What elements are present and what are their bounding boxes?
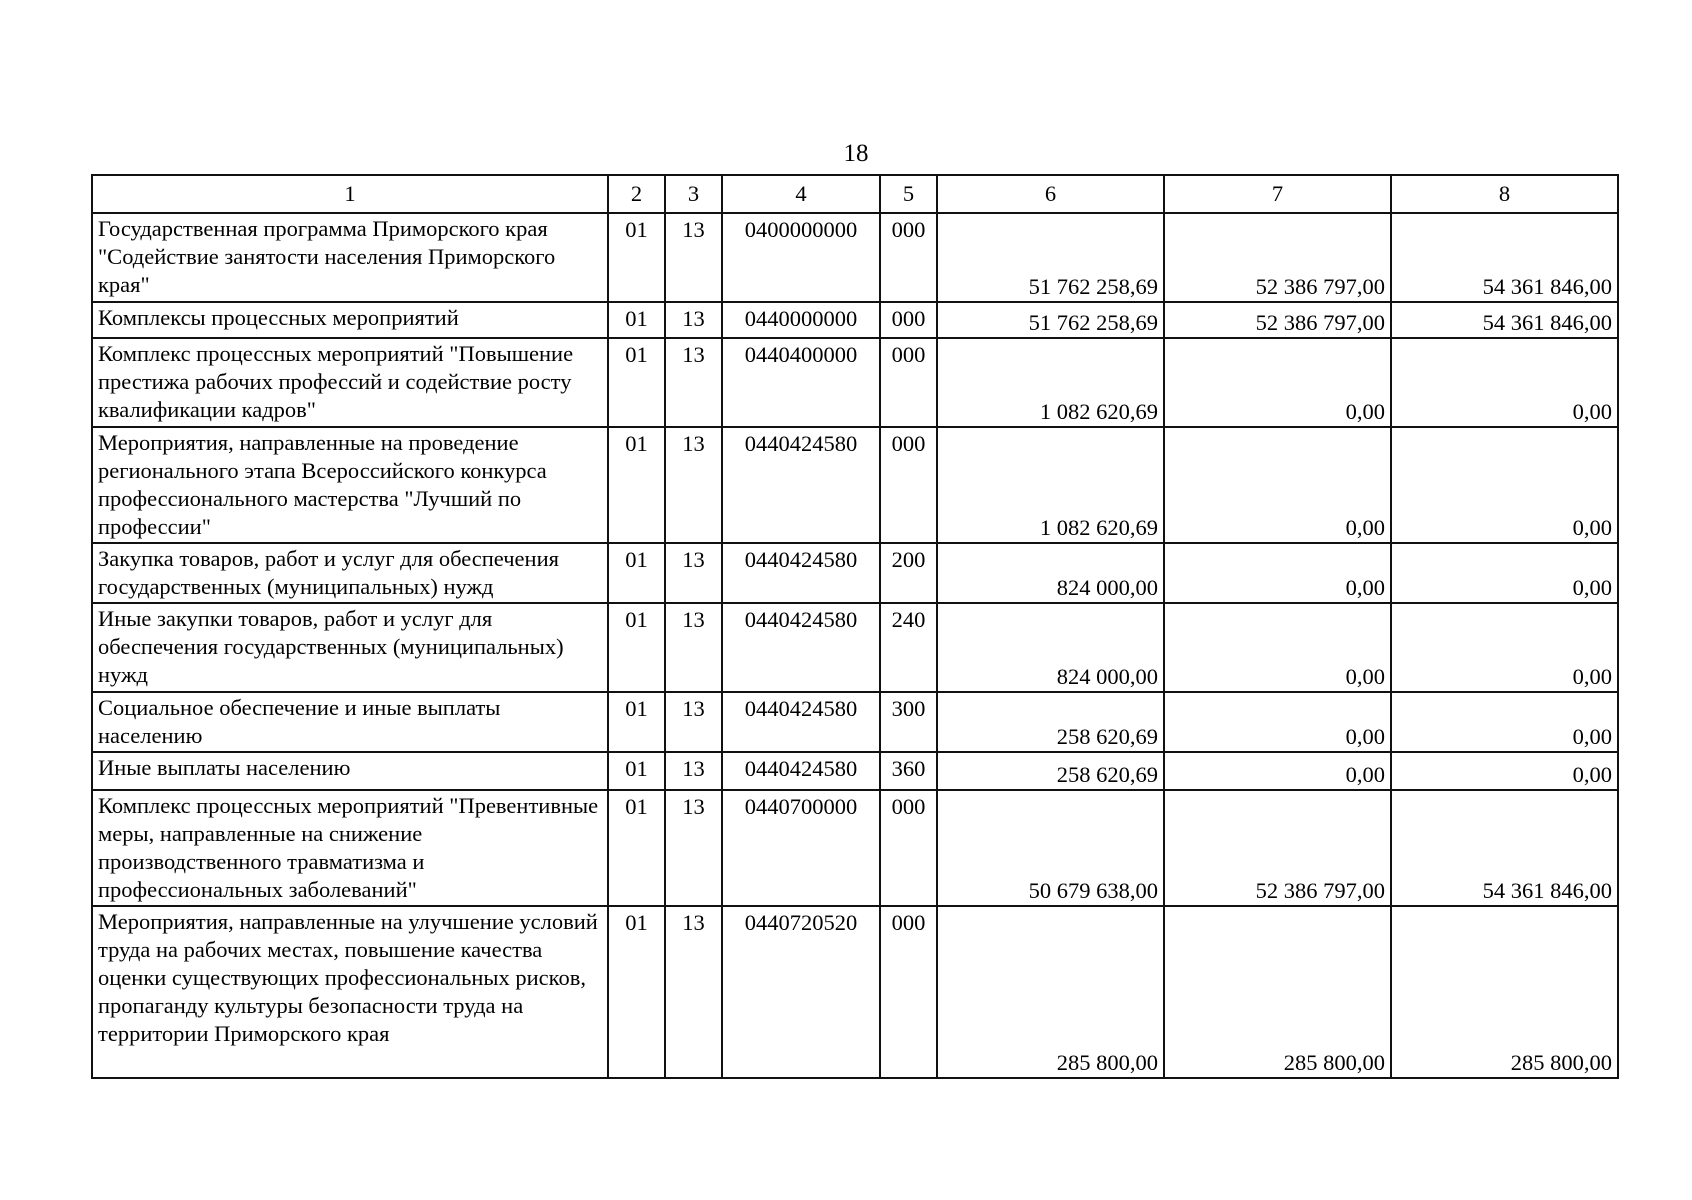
cell-amount-6: 258 620,69 — [937, 752, 1164, 790]
cell-amount-6: 1 082 620,69 — [937, 338, 1164, 427]
cell-expense-type: 000 — [880, 302, 937, 338]
column-header: 7 — [1164, 175, 1391, 213]
cell-amount-7: 52 386 797,00 — [1164, 790, 1391, 906]
row-name: Социальное обеспечение и иные выплаты населению — [92, 692, 608, 752]
cell-amount-6: 51 762 258,69 — [937, 213, 1164, 302]
cell-section: 01 — [608, 213, 665, 302]
cell-amount-8: 0,00 — [1391, 427, 1618, 543]
column-header: 1 — [92, 175, 608, 213]
cell-amount-7: 0,00 — [1164, 338, 1391, 427]
cell-section: 01 — [608, 790, 665, 906]
cell-target-article: 0440424580 — [722, 427, 880, 543]
cell-amount-6: 258 620,69 — [937, 692, 1164, 752]
cell-subsection: 13 — [665, 603, 722, 692]
cell-amount-7: 285 800,00 — [1164, 906, 1391, 1078]
cell-subsection: 13 — [665, 752, 722, 790]
cell-target-article: 0440424580 — [722, 603, 880, 692]
row-name: Закупка товаров, работ и услуг для обеспечения государственных (муниципальных) нужд — [92, 543, 608, 603]
cell-amount-8: 0,00 — [1391, 543, 1618, 603]
cell-section: 01 — [608, 427, 665, 543]
cell-amount-6: 50 679 638,00 — [937, 790, 1164, 906]
cell-subsection: 13 — [665, 692, 722, 752]
cell-section: 01 — [608, 302, 665, 338]
table-row — [92, 692, 1618, 752]
cell-target-article: 0400000000 — [722, 213, 880, 302]
cell-target-article: 0440400000 — [722, 338, 880, 427]
cell-expense-type: 000 — [880, 338, 937, 427]
row-name: Иные закупки товаров, работ и услуг для обеспечения государственных (муниципальных) нужд — [92, 603, 608, 692]
row-name: Комплекс процессных мероприятий "Повышение престижа рабочих профессий и содействие росту квалификации кадров" — [92, 338, 608, 427]
cell-amount-7: 0,00 — [1164, 543, 1391, 603]
cell-section: 01 — [608, 906, 665, 1078]
cell-expense-type: 000 — [880, 906, 937, 1078]
cell-section: 01 — [608, 603, 665, 692]
cell-subsection: 13 — [665, 906, 722, 1078]
table-row — [92, 302, 1618, 338]
cell-subsection: 13 — [665, 213, 722, 302]
cell-section: 01 — [608, 338, 665, 427]
table-row — [92, 752, 1618, 790]
cell-subsection: 13 — [665, 338, 722, 427]
cell-expense-type: 000 — [880, 427, 937, 543]
row-name: Мероприятия, направленные на улучшение условий труда на рабочих местах, повышение качества оценки существующих профессиональных рисков, пропаганду культуры безопасности труда на территории Приморского края — [92, 906, 608, 1078]
column-header: 2 — [608, 175, 665, 213]
cell-amount-8: 0,00 — [1391, 692, 1618, 752]
cell-target-article: 0440700000 — [722, 790, 880, 906]
cell-amount-8: 0,00 — [1391, 603, 1618, 692]
cell-amount-8: 54 361 846,00 — [1391, 213, 1618, 302]
row-name: Иные выплаты населению — [92, 752, 608, 790]
cell-section: 01 — [608, 752, 665, 790]
table-row — [92, 543, 1618, 603]
column-header: 5 — [880, 175, 937, 213]
cell-target-article: 0440424580 — [722, 752, 880, 790]
cell-subsection: 13 — [665, 302, 722, 338]
cell-target-article: 0440424580 — [722, 543, 880, 603]
cell-target-article: 0440720520 — [722, 906, 880, 1078]
row-name: Мероприятия, направленные на проведение регионального этапа Всероссийского конкурса профессионального мастерства "Лучший по профессии" — [92, 427, 608, 543]
cell-amount-7: 52 386 797,00 — [1164, 213, 1391, 302]
cell-subsection: 13 — [665, 790, 722, 906]
cell-amount-8: 0,00 — [1391, 752, 1618, 790]
cell-subsection: 13 — [665, 543, 722, 603]
cell-amount-6: 824 000,00 — [937, 603, 1164, 692]
row-name: Комплекс процессных мероприятий "Превентивные меры, направленные на снижение производственного травматизма и профессиональных заболеваний" — [92, 790, 608, 906]
table-row — [92, 603, 1618, 692]
table-row — [92, 790, 1618, 906]
cell-amount-7: 0,00 — [1164, 752, 1391, 790]
cell-amount-7: 52 386 797,00 — [1164, 302, 1391, 338]
row-name: Комплексы процессных мероприятий — [92, 302, 608, 338]
column-header: 3 — [665, 175, 722, 213]
budget-table — [91, 174, 1619, 1079]
table-row — [92, 338, 1618, 427]
cell-amount-6: 1 082 620,69 — [937, 427, 1164, 543]
cell-expense-type: 360 — [880, 752, 937, 790]
cell-amount-8: 0,00 — [1391, 338, 1618, 427]
cell-expense-type: 300 — [880, 692, 937, 752]
cell-amount-8: 54 361 846,00 — [1391, 790, 1618, 906]
cell-amount-6: 51 762 258,69 — [937, 302, 1164, 338]
cell-amount-7: 0,00 — [1164, 603, 1391, 692]
cell-subsection: 13 — [665, 427, 722, 543]
cell-target-article: 0440000000 — [722, 302, 880, 338]
cell-section: 01 — [608, 692, 665, 752]
cell-target-article: 0440424580 — [722, 692, 880, 752]
table-row — [92, 906, 1618, 1078]
row-name: Государственная программа Приморского края "Содействие занятости населения Приморского края" — [92, 213, 608, 302]
cell-amount-6: 824 000,00 — [937, 543, 1164, 603]
page-number: 18 — [843, 140, 869, 167]
column-header: 4 — [722, 175, 880, 213]
cell-expense-type: 200 — [880, 543, 937, 603]
cell-section: 01 — [608, 543, 665, 603]
cell-amount-8: 285 800,00 — [1391, 906, 1618, 1078]
cell-expense-type: 240 — [880, 603, 937, 692]
cell-expense-type: 000 — [880, 790, 937, 906]
header-row — [92, 175, 1618, 213]
table-row — [92, 427, 1618, 543]
cell-amount-6: 285 800,00 — [937, 906, 1164, 1078]
column-header: 8 — [1391, 175, 1618, 213]
cell-amount-8: 54 361 846,00 — [1391, 302, 1618, 338]
cell-expense-type: 000 — [880, 213, 937, 302]
table-row — [92, 213, 1618, 302]
column-header: 6 — [937, 175, 1164, 213]
cell-amount-7: 0,00 — [1164, 427, 1391, 543]
cell-amount-7: 0,00 — [1164, 692, 1391, 752]
